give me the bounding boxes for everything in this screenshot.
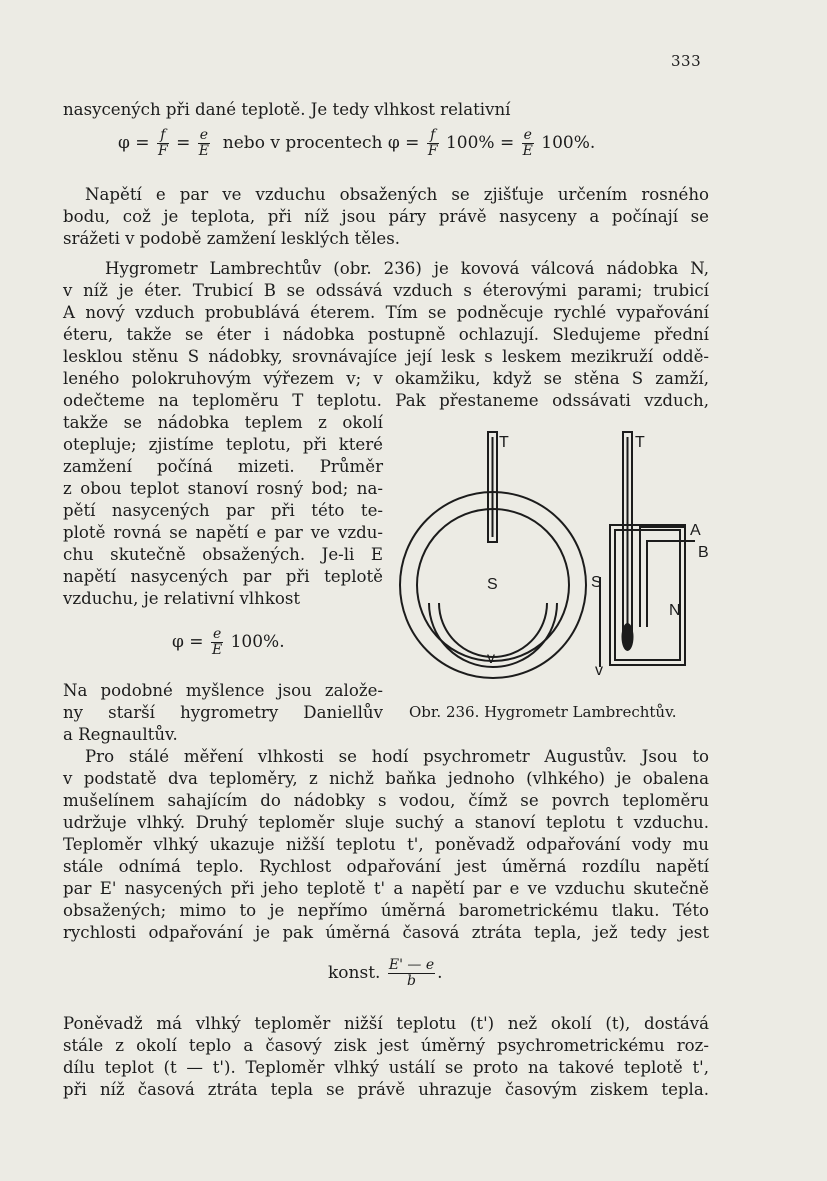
text-line: A nový vzduch probublává éterem. Tím se podněcuje rychlé vypařování xyxy=(63,303,709,322)
text-line: z obou teplot stanoví rosný bod; na- xyxy=(63,479,383,498)
label-v-left: v xyxy=(487,650,495,667)
label-v-right: v xyxy=(595,662,603,679)
text-line: ny starší hygrometry Daniellův xyxy=(63,703,383,722)
text-line: Napětí e par ve vzduchu obsažených se zjišťuje určením rosného xyxy=(85,185,709,204)
page-number: 333 xyxy=(671,52,702,70)
text-line: dílu teplot (t — t'). Teploměr vlhký ustálí se proto na takové teplotě t', xyxy=(63,1058,709,1077)
text-line: lesklou stěnu S nádobky, srovnávajíce její lesk s leskem mezikruží oddě- xyxy=(63,347,709,366)
text-line: stále odnímá teplo. Rychlost odpařování jest úměrná rozdílu napětí xyxy=(63,857,709,876)
text-line: rychlosti odpařování je pak úměrná časová ztráta tepla, jež tedy jest xyxy=(63,923,709,942)
text-line: éteru, takže se éter i nádobka postupně ochlazují. Sledujeme přední xyxy=(63,325,709,344)
text-line: plotě rovná se napětí e par ve vzdu- xyxy=(63,523,383,542)
text-line: udržuje vlhký. Druhý teploměr sluje suchý a stanoví teplotu t vzduchu. xyxy=(63,813,709,832)
text-line: stále z okolí teplo a časový zisk jest úměrný psychrometrickému roz- xyxy=(63,1036,709,1055)
text-line: zamžení počíná mizeti. Průměr xyxy=(63,457,383,476)
text-line: chu skutečně obsažených. Je-li E xyxy=(63,545,383,564)
label-s-right: S xyxy=(591,574,602,591)
label-n: N xyxy=(669,602,681,619)
text-line: vzduchu, je relativní vlhkost xyxy=(63,589,301,608)
label-a: A xyxy=(690,522,701,539)
text-line: Na podobné myšlence jsou založe- xyxy=(63,681,383,700)
label-t-left: T xyxy=(499,434,509,451)
text-line: takže se nádobka teplem z okolí xyxy=(63,413,383,432)
formula-heat-loss: konst. $\frac{E' — e}{b}$ . xyxy=(328,957,443,989)
text-line: Teploměr vlhký ukazuje nižší teplotu t', poněvadž odpařování vody mu xyxy=(63,835,709,854)
figure-hygrometer xyxy=(395,427,725,697)
formula-relative-humidity-percent: φ = $\frac{e}{E}$ 100%. xyxy=(172,626,285,658)
text-line: Hygrometr Lambrechtův (obr. 236) je kovová válcová nádobka N, xyxy=(105,259,709,278)
text-line: bodu, což je teplota, při níž jsou páry právě nasyceny a počínají se xyxy=(63,207,709,226)
text-line: leného polokruhovým výřezem v; v okamžiku, když se stěna S zamží, xyxy=(63,369,709,388)
label-t-right: T xyxy=(635,434,645,451)
text-line: v podstatě dva teploměry, z nichž baňka jednoho (vlhkého) je obalena xyxy=(63,769,709,788)
text-line: při níž časová ztráta tepla se právě uhrazuje časovým ziskem tepla. xyxy=(63,1080,709,1099)
text-line: Pro stálé měření vlhkosti se hodí psychrometr Augustův. Jsou to xyxy=(85,747,709,766)
label-b: B xyxy=(698,544,709,561)
text-line: obsažených; mimo to je nepřímo úměrná barometrickému tlaku. Této xyxy=(63,901,709,920)
text-line: napětí nasycených par při teplotě xyxy=(63,567,383,586)
figure-caption: Obr. 236. Hygrometr Lambrechtův. xyxy=(409,703,677,721)
text-line: Poněvadž má vlhký teploměr nižší teplotu (t') než okolí (t), dostává xyxy=(63,1014,709,1033)
text-line: nasycených při dané teplotě. Je tedy vlhkost relativní xyxy=(63,100,511,119)
label-s-left: S xyxy=(487,576,498,593)
text-line: v níž je éter. Trubicí B se odssává vzduch s éterovými parami; trubicí xyxy=(63,281,709,300)
text-line: odečteme na teploměru T teplotu. Pak přestaneme odssávati vzduch, xyxy=(63,391,709,410)
text-line: otepluje; zjistíme teplotu, při které xyxy=(63,435,383,454)
text-line: par E' nasycených při jeho teplotě t' a napětí par e ve vzduchu skutečně xyxy=(63,879,709,898)
formula-relative-humidity: φ = $\frac{f}{F}$ = $\frac{e}{E}$ nebo v procentech φ = $\frac{f}{F}$ 100% = $\frac{e}{E}$ 100%. xyxy=(118,127,596,159)
text-line: pětí nasycených par při této te- xyxy=(63,501,383,520)
text-line: a Regnaultův. xyxy=(63,725,178,744)
text-line: mušelínem sahajícím do nádobky s vodou, čímž se povrch teploměru xyxy=(63,791,709,810)
text-line: srážeti v podobě zamžení lesklých těles. xyxy=(63,229,400,248)
hygrometer-diagram xyxy=(395,427,725,697)
semicircle-cutout-inner xyxy=(439,603,547,657)
